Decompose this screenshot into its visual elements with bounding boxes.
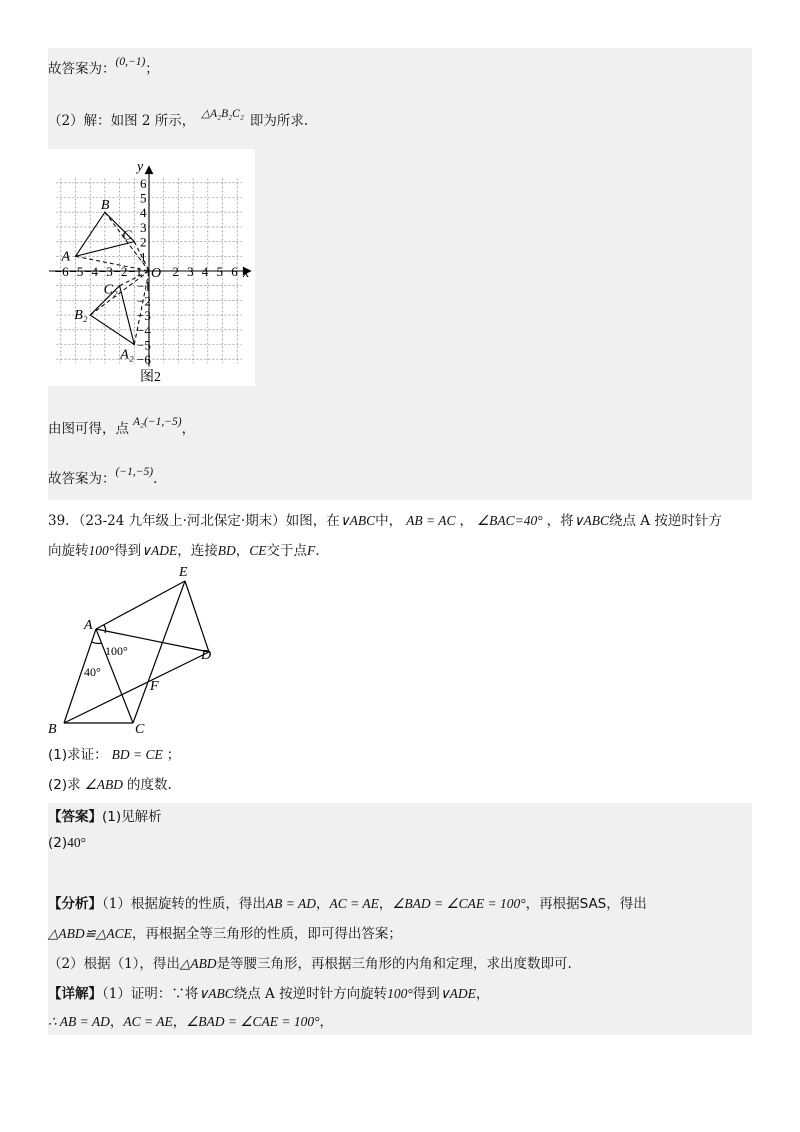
point-C2-label: C₂ <box>103 282 118 298</box>
math-expr: A₂(−1,−5) <box>133 416 182 428</box>
label-E: E <box>179 565 188 580</box>
answer-tag: 【答案】 <box>48 809 102 825</box>
x-tick-label: −3 <box>98 264 113 279</box>
x-axis-label: x <box>242 266 250 281</box>
figure-caption: 图2 <box>140 370 161 385</box>
point-A-label: A <box>61 249 71 265</box>
x-tick-label: 2 <box>172 264 179 279</box>
y-tick-label: −1 <box>137 278 151 294</box>
y-axis-label: y <box>137 159 144 175</box>
angle-100: 100° <box>105 644 128 658</box>
label-A: A <box>84 618 93 633</box>
x-tick-label: −4 <box>84 264 99 279</box>
y-tick-label: 3 <box>140 219 147 235</box>
detail-line-2: ∴ AB = AD，AC = AE，∠BAD = ∠CAE = 100°， <box>48 1014 333 1030</box>
y-tick-label: −2 <box>137 293 151 309</box>
label-D: D <box>201 648 212 663</box>
x-tick-label: 6 <box>231 264 238 279</box>
angle-40: 40° <box>84 665 101 679</box>
point-A2-label: A₂ <box>120 347 134 363</box>
point-B-label: B <box>100 198 110 214</box>
y-tick-label: 6 <box>140 175 147 191</box>
x-tick-label: 3 <box>187 264 194 279</box>
y-tick-label: 2 <box>140 234 147 250</box>
math-expr: △A₂B₂C₂ <box>201 108 244 120</box>
y-tick-label: 1 <box>140 249 147 265</box>
solution-line-2: （2）解：如图 2 所示， △A₂B₂C₂ 即为所求. <box>48 108 309 129</box>
coordinate-graph <box>48 149 255 386</box>
answer-line-4: 故答案为：(−1,−5). <box>48 466 158 487</box>
point-C-label: C <box>122 228 132 244</box>
answer-line-1: 故答案为：(0,−1)； <box>48 56 159 77</box>
analysis-line-2: △ABD≌△ACE，再根据全等三角形的性质，即可得出答案； <box>48 926 402 942</box>
result-line-3: 由图可得，点 A₂(−1,−5)， <box>48 416 196 437</box>
coordinate-figure <box>48 149 255 386</box>
analysis-line-3: （2）根据（1），得出△ABD是等腰三角形，再根据三角形的内角和定理，求出度数即可. <box>48 956 572 972</box>
detail-line-1: 【详解】（1）证明：∵将∨ABC绕点 A 按逆时针方向旋转100°得到∨ADE， <box>48 986 490 1002</box>
y-axis-arrow <box>146 167 153 174</box>
detail-tag: 【详解】 <box>48 986 102 1002</box>
y-tick-label: −3 <box>137 308 151 324</box>
y-tick-label: −6 <box>137 352 151 368</box>
rotation-figure <box>46 563 226 740</box>
question-part-2: (2)求 ∠ABD 的度数. <box>48 777 172 793</box>
analysis-tag: 【分析】 <box>48 896 102 912</box>
x-tick-label: −5 <box>69 264 84 279</box>
label-B: B <box>48 722 57 737</box>
point-B2-label: B₂ <box>74 308 88 324</box>
y-tick-label: 5 <box>140 190 147 206</box>
origin-label: O <box>151 266 162 281</box>
question-part-1: (1)求证： BD = CE ； <box>48 747 181 763</box>
answer-part-2: (2)40° <box>48 835 87 851</box>
x-tick-label: 5 <box>216 264 223 279</box>
answer-label-line: 【答案】(1)见解析 <box>48 809 162 825</box>
x-tick-label: 4 <box>201 264 209 279</box>
x-tick-label: −6 <box>54 264 69 279</box>
math-expr: (0,−1) <box>115 56 146 68</box>
y-tick-label: 4 <box>140 205 147 221</box>
label-F: F <box>150 679 159 694</box>
analysis-line-1: 【分析】（1）根据旋转的性质，得出AB = AD，AC = AE，∠BAD = ∠CAE = 100°，再根据SAS，得出 <box>48 896 647 912</box>
math-expr: (−1,−5) <box>115 466 154 478</box>
x-tick-label: −2 <box>113 264 128 279</box>
label-C: C <box>135 722 145 737</box>
y-tick-label: −5 <box>137 337 151 353</box>
question-39-line-1: 39．（23-24 九年级上·河北保定·期末）如图，在∨ABC中， AB = AC ， ∠BAC=40° ，将∨ABC绕点 A 按逆时针方 <box>48 513 722 529</box>
x-tick-label: −1 <box>128 264 143 279</box>
y-tick-label: −4 <box>137 322 151 338</box>
question-39-line-2: 向旋转100°得到∨ADE，连接BD，CE交于点F. <box>48 543 320 559</box>
